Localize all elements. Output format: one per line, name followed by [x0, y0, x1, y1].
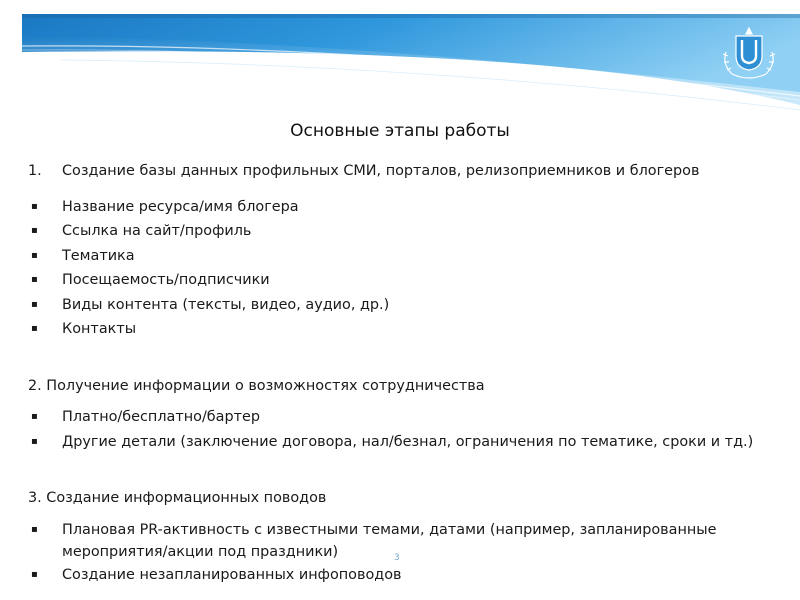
bullet-icon: ▪ — [31, 411, 38, 422]
list-item: ▪ Посещаемость/подписчики — [28, 269, 768, 294]
bullet-icon: ▪ — [31, 568, 38, 580]
bullet-icon: ▪ — [31, 323, 38, 334]
bullet-icon: ▪ — [31, 225, 38, 236]
section-1-list — [28, 196, 768, 343]
list-item: ▪ Платно/бесплатно/бартер — [28, 406, 768, 431]
university-emblem-icon — [718, 22, 780, 82]
header-wave-banner — [0, 0, 800, 112]
section-2-list — [28, 406, 768, 455]
slide-content — [28, 160, 768, 588]
bullet-icon: ▪ — [31, 435, 38, 447]
section-2-heading: 2. Получение информации о возможностях сотрудничества — [28, 377, 485, 394]
list-item: ▪ Ссылка на сайт/профиль — [28, 220, 768, 245]
section-number: 1. — [28, 163, 42, 179]
bullet-icon: ▪ — [31, 523, 38, 535]
list-item: ▪ Другие детали (заключение договора, нал/безнал, ограничения по тематике, сроки и тд.) — [28, 431, 768, 456]
bullet-icon: ▪ — [31, 249, 38, 261]
list-item: ▪ Контакты — [28, 318, 768, 343]
list-item: ▪ Создание незапланированных инфоповодов — [28, 564, 768, 589]
bullet-icon: ▪ — [31, 298, 38, 310]
slide-title: Основные этапы работы — [290, 121, 510, 141]
list-item: ▪ Название ресурса/имя блогера — [28, 196, 768, 221]
list-item: ▪ Плановая PR-активность с известными темами, датами (например, запланированные мероприятия/акции под праздники) — [28, 519, 768, 564]
section-3-heading: 3. Создание информационных поводов — [28, 490, 327, 506]
bullet-icon: ▪ — [31, 200, 38, 212]
section-1-heading — [28, 160, 768, 183]
bullet-icon: ▪ — [31, 274, 38, 285]
section-heading-text: Создание базы данных профильных СМИ, порталов, релизоприемников и блогеров — [62, 163, 700, 179]
list-item: ▪ Виды контента (тексты, видео, аудио, др.) — [28, 294, 768, 319]
page-number: 3 — [394, 553, 400, 563]
list-item: ▪ Тематика — [28, 245, 768, 270]
